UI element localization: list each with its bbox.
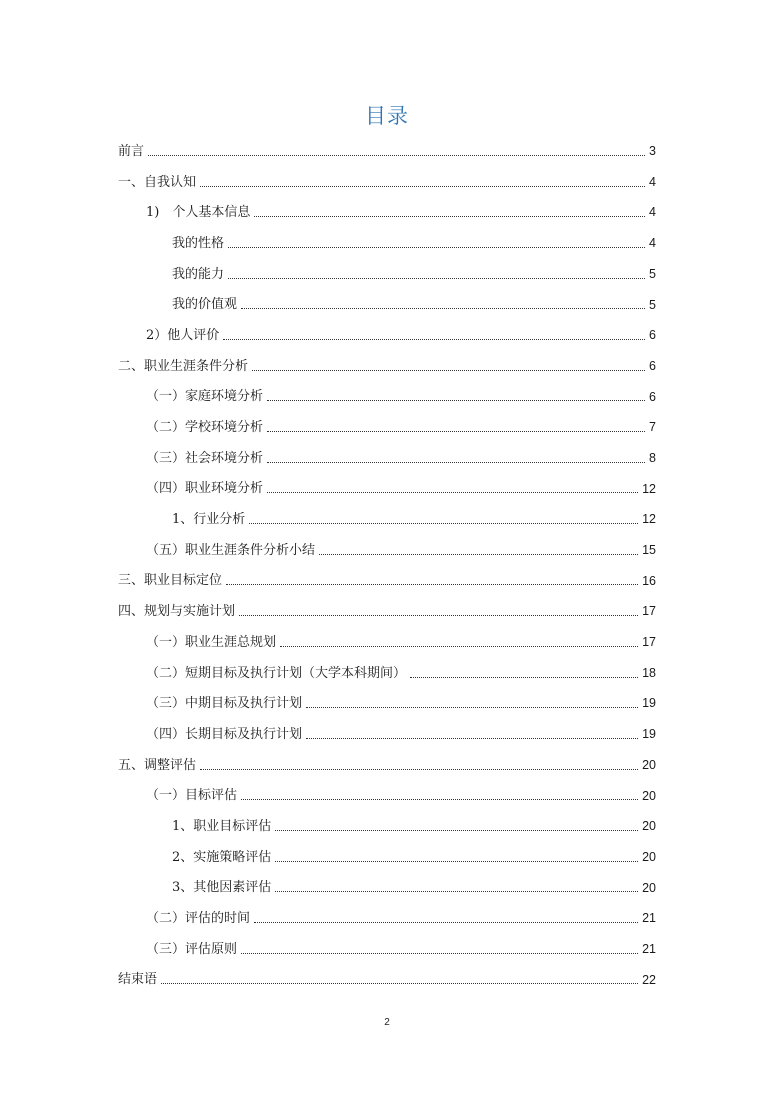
toc-entry-page: 17 — [642, 604, 656, 619]
toc-entry[interactable] — [118, 136, 656, 167]
dot-leader — [161, 983, 638, 984]
toc-entry-label: （一）目标评估 — [146, 788, 238, 804]
toc-entry-page: 17 — [642, 635, 656, 650]
page-number: 2 — [384, 1017, 390, 1028]
toc-entry[interactable] — [118, 658, 656, 689]
dot-leader — [241, 953, 638, 954]
toc-entry-page: 5 — [649, 266, 656, 281]
toc-entry-label: 我的价值观 — [172, 297, 238, 313]
toc-entry-label: 四、规划与实施计划 — [118, 604, 236, 620]
toc-entry-page: 4 — [649, 236, 656, 251]
dot-leader — [228, 247, 645, 248]
table-of-contents — [118, 136, 656, 995]
toc-entry-label: 1) 个人基本信息 — [146, 205, 251, 221]
toc-entry-page: 6 — [649, 389, 656, 404]
toc-entry-page: 7 — [649, 420, 656, 435]
toc-entry[interactable] — [118, 474, 656, 505]
dot-leader — [410, 677, 638, 678]
toc-entry-label: 五、调整评估 — [118, 757, 197, 773]
toc-entry[interactable] — [118, 504, 656, 535]
toc-entry-page: 22 — [642, 972, 656, 987]
toc-entry[interactable] — [118, 320, 656, 351]
toc-entry-page: 3 — [649, 144, 656, 159]
dot-leader — [249, 523, 638, 524]
dot-leader — [267, 400, 645, 401]
toc-entry-page: 20 — [642, 849, 656, 864]
toc-entry[interactable] — [118, 382, 656, 413]
dot-leader — [275, 861, 638, 862]
dot-leader — [267, 462, 645, 463]
dot-leader — [275, 891, 638, 892]
toc-entry-page: 19 — [642, 696, 656, 711]
toc-entry-page: 20 — [642, 757, 656, 772]
toc-entry-page: 19 — [642, 727, 656, 742]
dot-leader — [200, 186, 645, 187]
toc-entry-label: （四）长期目标及执行计划 — [146, 726, 303, 742]
dot-leader — [148, 155, 645, 156]
toc-entry-label: （二）评估的时间 — [146, 911, 251, 927]
toc-entry[interactable] — [118, 719, 656, 750]
toc-entry-page: 21 — [642, 941, 656, 956]
toc-title: 目录 — [365, 104, 409, 128]
toc-entry[interactable] — [118, 780, 656, 811]
toc-entry-page: 20 — [642, 819, 656, 834]
toc-entry-page: 4 — [649, 174, 656, 189]
toc-entry-label: （四）职业环境分析 — [146, 481, 264, 497]
toc-entry-label: 1、行业分析 — [172, 512, 246, 528]
dot-leader — [254, 922, 638, 923]
toc-entry-label: 2、实施策略评估 — [172, 849, 272, 865]
dot-leader — [252, 370, 645, 371]
dot-leader — [306, 738, 638, 739]
dot-leader — [223, 339, 645, 340]
toc-entry-label: 1、职业目标评估 — [172, 818, 272, 834]
toc-entry[interactable] — [118, 811, 656, 842]
toc-entry[interactable] — [118, 535, 656, 566]
toc-entry-label: 2）他人评价 — [146, 327, 220, 343]
toc-entry[interactable] — [118, 965, 656, 996]
toc-entry[interactable] — [118, 228, 656, 259]
toc-entry-page: 12 — [642, 481, 656, 496]
dot-leader — [306, 707, 638, 708]
toc-entry-label: （三）中期目标及执行计划 — [146, 696, 303, 712]
toc-entry[interactable] — [118, 842, 656, 873]
toc-entry-label: （五）职业生涯条件分析小结 — [146, 542, 316, 558]
dot-leader — [228, 278, 645, 279]
dot-leader — [275, 830, 638, 831]
toc-entry-label: （三）评估原则 — [146, 941, 238, 957]
toc-entry[interactable] — [118, 351, 656, 382]
toc-entry-page: 12 — [642, 512, 656, 527]
toc-entry[interactable] — [118, 688, 656, 719]
toc-entry-label: 三、职业目标定位 — [118, 573, 223, 589]
toc-entry-page: 18 — [642, 665, 656, 680]
toc-entry[interactable] — [118, 197, 656, 228]
toc-entry-label: 我的性格 — [172, 235, 225, 251]
toc-entry-page: 6 — [649, 358, 656, 373]
toc-entry[interactable] — [118, 443, 656, 474]
toc-entry[interactable] — [118, 750, 656, 781]
toc-entry-label: （一）职业生涯总规划 — [146, 634, 277, 650]
toc-entry[interactable] — [118, 167, 656, 198]
toc-entry[interactable] — [118, 903, 656, 934]
dot-leader — [267, 431, 645, 432]
toc-entry[interactable] — [118, 873, 656, 904]
toc-entry-label: （二）短期目标及执行计划（大学本科期间） — [146, 665, 407, 681]
dot-leader — [254, 216, 645, 217]
dot-leader — [241, 799, 638, 800]
toc-entry[interactable] — [118, 412, 656, 443]
toc-entry-page: 15 — [642, 543, 656, 558]
dot-leader — [319, 554, 638, 555]
toc-entry[interactable] — [118, 289, 656, 320]
toc-entry-page: 8 — [649, 450, 656, 465]
toc-entry-label: （三）社会环境分析 — [146, 450, 264, 466]
toc-entry[interactable] — [118, 259, 656, 290]
toc-entry-page: 16 — [642, 573, 656, 588]
toc-entry-label: 我的能力 — [172, 266, 225, 282]
dot-leader — [280, 646, 638, 647]
dot-leader — [239, 615, 638, 616]
toc-entry-page: 4 — [649, 205, 656, 220]
toc-entry-label: （二）学校环境分析 — [146, 420, 264, 436]
dot-leader — [241, 308, 645, 309]
dot-leader — [267, 492, 638, 493]
toc-entry-page: 20 — [642, 788, 656, 803]
toc-entry-label: 二、职业生涯条件分析 — [118, 358, 249, 374]
toc-entry-label: （一）家庭环境分析 — [146, 389, 264, 405]
toc-entry[interactable] — [118, 627, 656, 658]
dot-leader — [200, 769, 638, 770]
toc-entry[interactable] — [118, 934, 656, 965]
toc-entry[interactable] — [118, 596, 656, 627]
toc-entry-label: 前言 — [118, 143, 145, 159]
toc-entry-label: 3、其他因素评估 — [172, 880, 272, 896]
toc-entry-page: 21 — [642, 911, 656, 926]
toc-entry-label: 结束语 — [118, 972, 158, 988]
toc-entry-page: 5 — [649, 297, 656, 312]
toc-entry[interactable] — [118, 566, 656, 597]
dot-leader — [226, 584, 638, 585]
toc-entry-page: 6 — [649, 328, 656, 343]
toc-entry-label: 一、自我认知 — [118, 174, 197, 190]
toc-entry-page: 20 — [642, 880, 656, 895]
